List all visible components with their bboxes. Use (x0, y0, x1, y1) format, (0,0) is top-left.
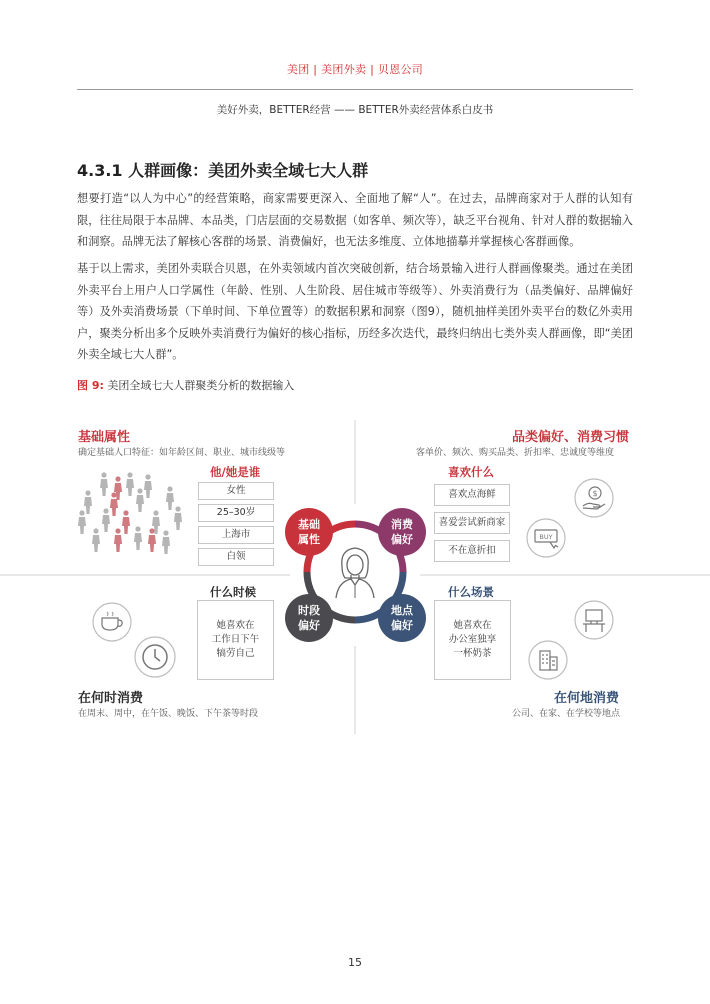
where-consume-subtitle: 公司、在家、在学校等地点 (512, 709, 621, 719)
tag-occupation: 白领 (198, 548, 274, 566)
money-hand-icon (574, 478, 614, 518)
section-title: 4.3.1 人群画像：美团外卖全域七大人群 (77, 161, 369, 180)
office-desk-icon (574, 600, 614, 640)
tag-new-merchants: 喜爱尝试新商家 (434, 512, 510, 534)
tag-seafood: 喜欢点海鲜 (434, 484, 510, 506)
woman-avatar-icon (330, 544, 380, 600)
circle-consumption-preference: 消费 偏好 (378, 508, 426, 556)
basic-attributes-title: 基础属性 (78, 430, 131, 445)
paragraph-2: 基于以上需求，美团外卖联合贝恩，在外卖领域内首次突破创新，结合场景输入进行人群画像聚类。通过在美团外卖平台上用户人口学属性（年龄、性别、人生阶段、居住城市等级等）、外卖消费行为（品类偏好、品牌偏好等）及外卖消费场景（下单时间、下单位置等）的数据积累和洞察（图9），随机抽样美团外卖平台的数亿外卖用户，聚类分析出多个反映外卖消费行为偏好的核心指标，历经多次迭代，最终归纳出七类外卖人群画像，即“美团外卖全域七大人群”。 (77, 262, 633, 361)
clock-icon (134, 636, 176, 678)
vertical-divider-top (354, 420, 356, 504)
who-question: 他/她是谁 (210, 465, 261, 479)
paragraph-1: 想要打造“以人为中心”的经营策略，商家需要更深入、全面地了解“人”。在过去，品牌商家对于人群的认知有限，往往局限于本品牌、本品类，门店层面的交易数据（如客单、频次等），缺乏平台视角、针对人群的数据输入和洞察。品牌无法了解核心客群的场景、消费偏好，也无法多维度、立体地描摹并掌握核心客群画像。 (77, 192, 633, 248)
tag-discount: 不在意折扣 (434, 540, 510, 562)
people-crowd-icon (78, 472, 188, 556)
header-brand: 美团 | 美团外卖 | 贝恩公司 (286, 63, 424, 76)
category-habits-subtitle: 客单价、频次、购买品类、折扣率、忠诚度等维度 (416, 448, 615, 458)
when-consume-subtitle: 在周末、周中，在午饭、晚饭、下午茶等时段 (78, 709, 259, 719)
tag-city: 上海市 (198, 526, 274, 544)
when-consume-title: 在何时消费 (78, 691, 144, 706)
figure-label: 图 9: (77, 379, 104, 392)
page-number: 15 (348, 956, 362, 969)
tag-gender: 女性 (198, 482, 274, 500)
place-card: 她喜欢在 办公室独享 一杯奶茶 (434, 600, 511, 680)
circle-time-preference: 时段 偏好 (285, 594, 333, 642)
coffee-cup-icon (92, 602, 132, 642)
buy-cart-icon (526, 518, 566, 558)
when-question: 什么时候 (210, 585, 256, 599)
header-subtitle: 美好外卖，BETTER经营 —— BETTER外卖经营体系白皮书 (216, 104, 494, 116)
horizontal-divider-right (420, 574, 710, 576)
svg-text:$: $ (592, 489, 598, 498)
figure-diagram (0, 414, 710, 734)
building-icon (528, 640, 568, 680)
vertical-divider-bottom (354, 646, 356, 734)
header-divider (77, 89, 633, 90)
figure-caption-text: 美团全域七大人群聚类分析的数据输入 (107, 379, 295, 392)
time-card: 她喜欢在 工作日下午 犒劳自己 (197, 600, 274, 680)
circle-place-preference: 地点 偏好 (378, 594, 426, 642)
circle-basic-attributes: 基础 属性 (285, 508, 333, 556)
figure-caption (77, 377, 294, 393)
likes-question: 喜欢什么 (448, 465, 494, 479)
horizontal-divider-left (0, 574, 290, 576)
tag-age: 25–30岁 (198, 504, 274, 522)
category-habits-title: 品类偏好、消费习惯 (512, 430, 630, 445)
basic-attributes-subtitle: 确定基础人口特征：如年龄区间、职业、城市线级等 (78, 448, 286, 458)
where-consume-title: 在何地消费 (554, 691, 620, 706)
scene-question: 什么场景 (448, 585, 494, 599)
svg-text:BUY: BUY (539, 533, 553, 541)
